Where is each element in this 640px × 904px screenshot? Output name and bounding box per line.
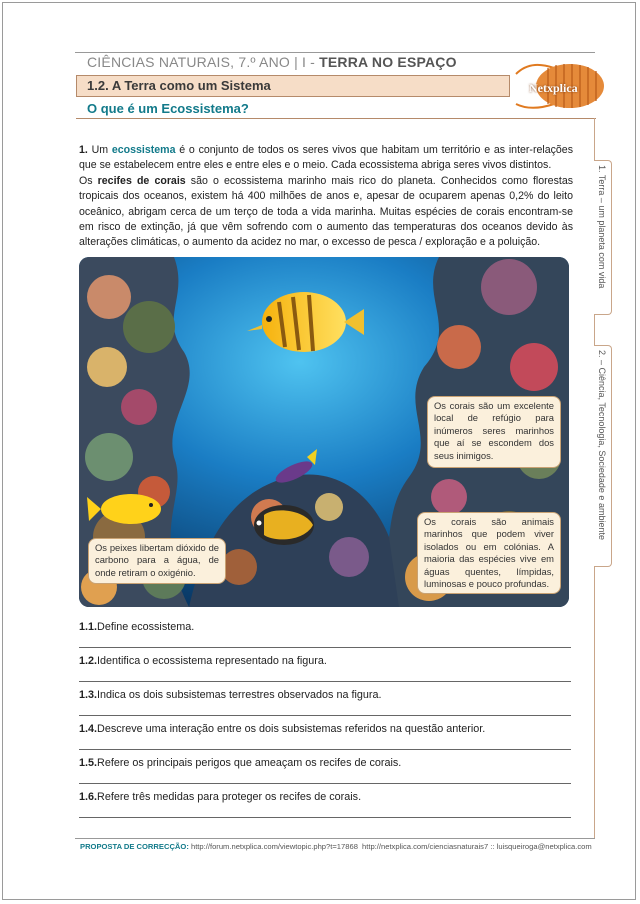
header-rule (75, 52, 595, 53)
question-item: 1.6.Refere três medidas para proteger os recifes de corais. (79, 791, 362, 803)
subject-heading: CIÊNCIAS NATURAIS, 7.º ANO | I - TERRA NO ESPAÇO (87, 54, 457, 70)
question-item: 1.4.Descreve uma interação entre os dois subsistemas referidos na questão anterior. (79, 723, 486, 735)
side-tab-terra[interactable]: 1. Terra – um planeta com vida (594, 160, 612, 315)
question-title: O que é um Ecossistema? (87, 101, 249, 116)
answer-line[interactable] (79, 749, 571, 750)
side-tab-ciencia[interactable]: 2. – Ciência, Tecnologia, Sociedade e ambiente (594, 345, 612, 567)
question-item: 1.3.Indica os dois subsistemas terrestres observados na figura. (79, 689, 382, 701)
question-item: 1.5.Refere os principais perigos que ameaçam os recifes de corais. (79, 757, 402, 769)
caption-refuge: Os corais são um excelente local de refúgio para inúmeros seres marinhos que aí se escondem dos seus inimigos. (427, 396, 561, 468)
answer-line[interactable] (79, 783, 571, 784)
caption-fish: Os peixes libertam dióxido de carbono para a água, de onde retiram o oxigénio. (88, 538, 226, 584)
intro-text: 1. Um ecossistema é o conjunto de todos os seres vivos que habitam um território e as inter-relações que se estabelecem entre eles e entre eles e o meio. Cada ecossistema abriga seres vivos distintos. Os recifes de corais são o ecossistema marinho mais rico do planeta. Conhecidos como florestas tropicais dos oceanos, existem há 400 milhões de anos e, apesar de ocuparem apenas 0,2% do leito oceânico, abrigam cerca de um terço de toda a vida marinha. Muitas espécies de corais encontram-se em risco de extinção, já que vêm sofrendo com o aumento das temperaturas dos oceanos devido às alterações climáticas, o aumento da acidez no mar, o excesso de pesca / exploração e a poluição. (79, 144, 574, 249)
question-item: 1.1.Define ecossistema. (79, 621, 195, 633)
section-title: 1.2. A Terra como um Sistema (87, 78, 271, 93)
correction-link[interactable]: PROPOSTA DE CORRECÇÃO: http://forum.netxplica.com/viewtopic.php?t=17868 (80, 842, 358, 851)
caption-corals: Os corais são animais marinhos que podem viver isolados ou em colónias. A maioria das espécies vive em águas quentes, límpidas, luminosas e pouco profundas. (417, 512, 561, 594)
section-heading-box (76, 75, 510, 97)
answer-line[interactable] (79, 817, 571, 818)
question-rule (76, 118, 596, 119)
answer-line[interactable] (79, 681, 571, 682)
site-contact-link[interactable]: http://netxplica.com/cienciasnaturais7 :: luisqueiroga@netxplica.com (362, 842, 592, 851)
answer-line[interactable] (79, 647, 571, 648)
logo-text: Netxplica (529, 81, 578, 95)
footer-rule (75, 838, 595, 839)
answer-line[interactable] (79, 715, 571, 716)
question-item: 1.2.Identifica o ecossistema representado na figura. (79, 655, 327, 667)
